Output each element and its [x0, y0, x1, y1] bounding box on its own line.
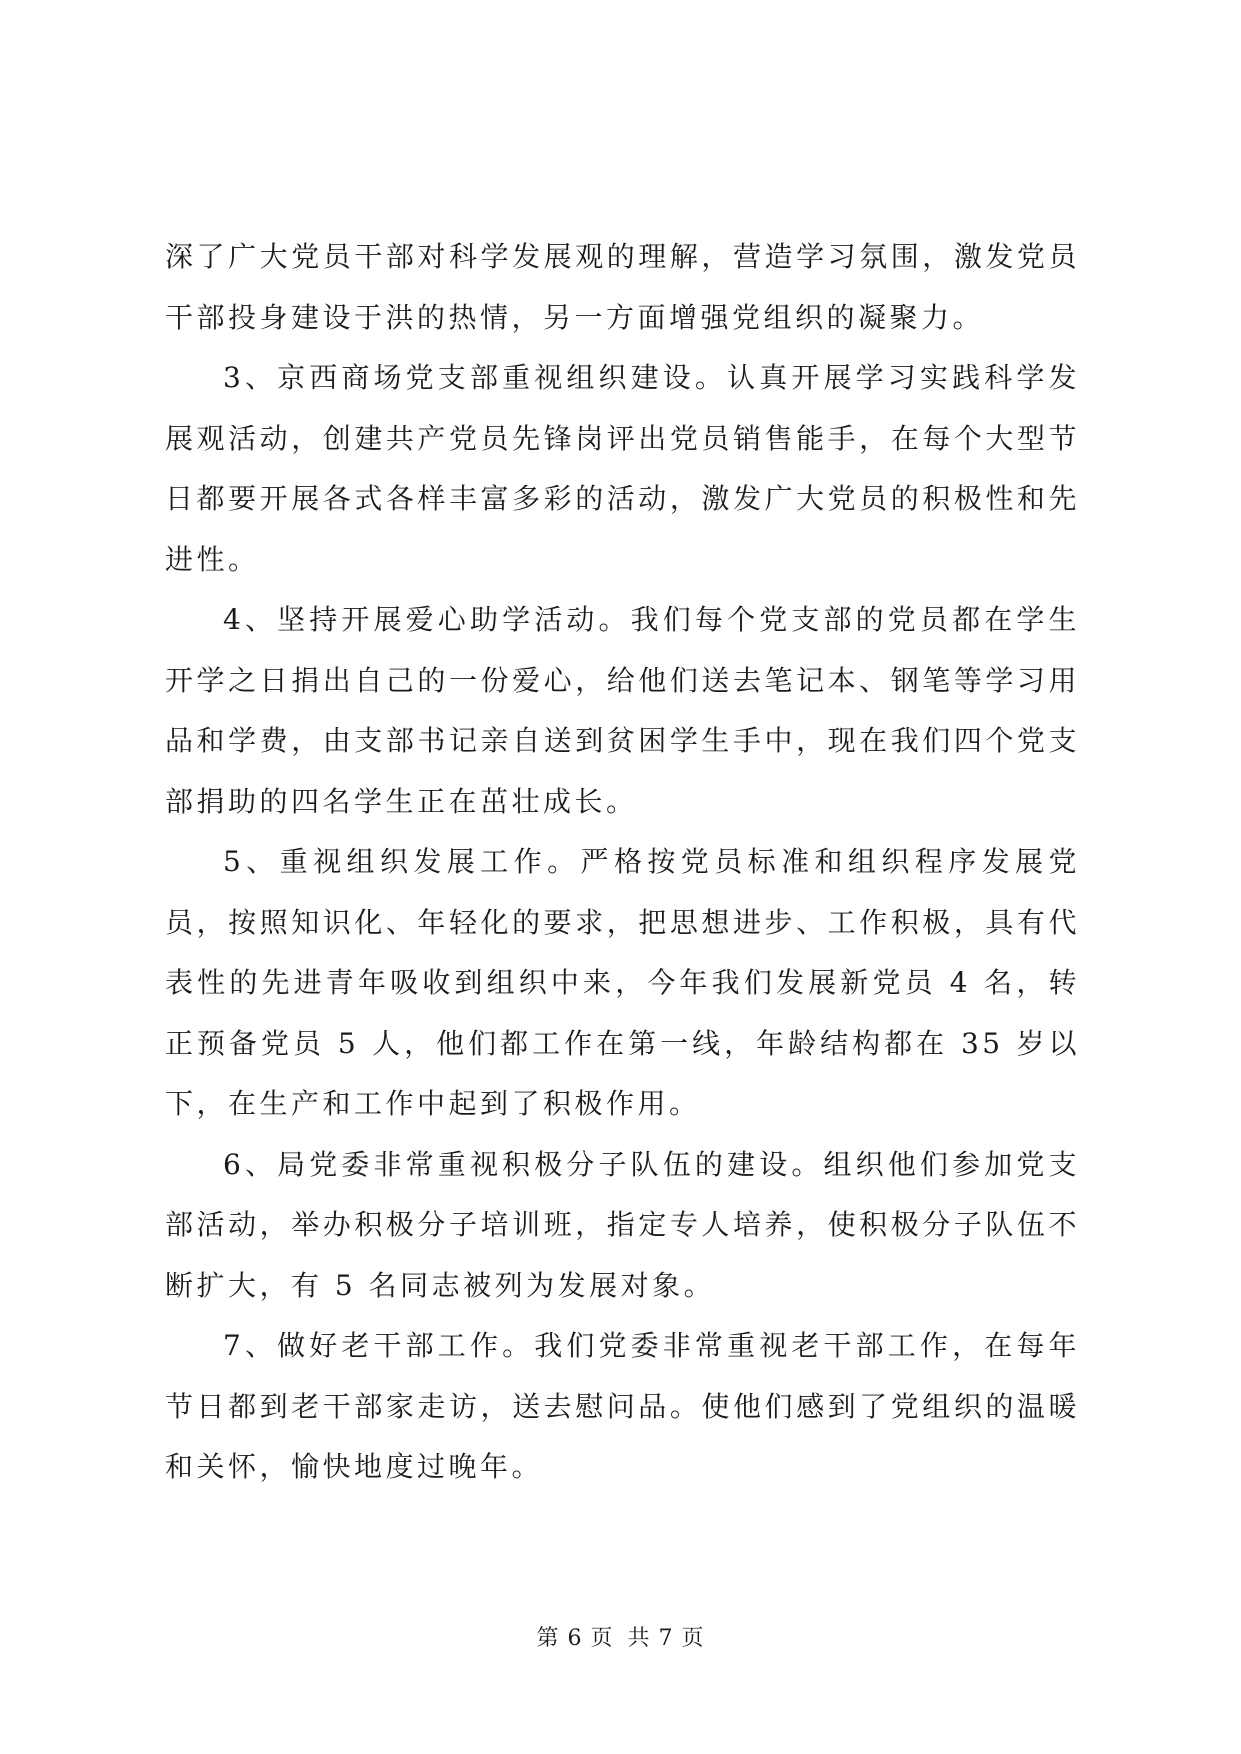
- page-footer: [0, 1621, 1241, 1652]
- paragraph-item-3: 3、京西商场党支部重视组织建设。认真开展学习实践科学发展观活动，创建共产党员先锋岗评出党员销售能手，在每个大型节日都要开展各式各样丰富多彩的活动，激发广大党员的积极性和先进性。: [165, 361, 1080, 576]
- page-number-total: 共 7 页: [627, 1626, 705, 1651]
- document-body: [165, 227, 1080, 1498]
- paragraph-item-4: 4、坚持开展爱心助学活动。我们每个党支部的党员都在学生开学之日捐出自己的一份爱心，给他们送去笔记本、钢笔等学习用品和学费，由支部书记亲自送到贫困学生手中，现在我们四个党支部捐助的四名学生正在茁壮成长。: [165, 603, 1080, 818]
- page-number-current: 第 6 页: [536, 1626, 614, 1651]
- paragraph-item-5: 5、重视组织发展工作。严格按党员标准和组织程序发展党员，按照知识化、年轻化的要求，把思想进步、工作积极，具有代表性的先进青年吸收到组织中来，今年我们发展新党员 4 名，转正预备党员 5 人，他们都工作在第一线，年龄结构都在 35 岁以下，在生产和工作中起到了积极作用。: [165, 845, 1080, 1120]
- paragraph-item-7: 7、做好老干部工作。我们党委非常重视老干部工作，在每年节日都到老干部家走访，送去慰问品。使他们感到了党组织的温暖和关怀，愉快地度过晚年。: [165, 1329, 1080, 1483]
- paragraph-item-6: 6、局党委非常重视积极分子队伍的建设。组织他们参加党支部活动，举办积极分子培训班，指定专人培养，使积极分子队伍不断扩大，有 5 名同志被列为发展对象。: [165, 1147, 1080, 1302]
- paragraph-continuation: 深了广大党员干部对科学发展观的理解，营造学习氛围，激发党员干部投身建设于洪的热情，另一方面增强党组织的凝聚力。: [165, 240, 1080, 334]
